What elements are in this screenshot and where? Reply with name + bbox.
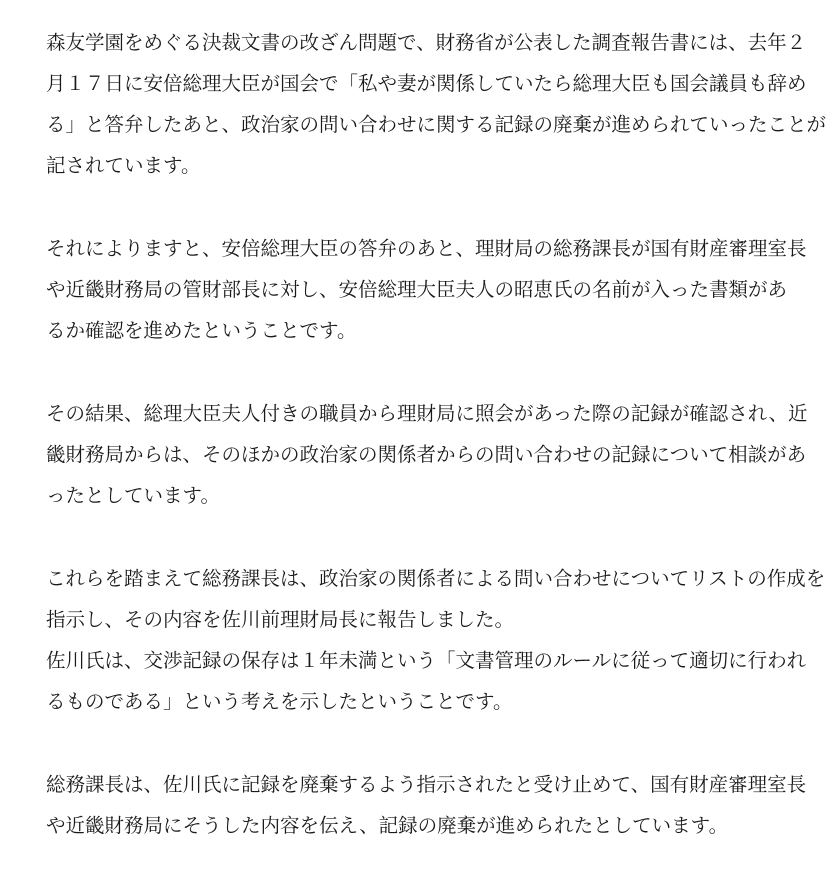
text-line: 総務課長は、佐川氏に記録を廃棄するよう指示されたと受け止めて、国有財産審理室長: [46, 773, 807, 796]
text-line: 指示し、その内容を佐川前理財局長に報告しました。: [46, 608, 515, 631]
text-line: 森友学園をめぐる決裁文書の改ざん問題で、財務省が公表した調査報告書には、去年２: [46, 31, 807, 54]
paragraph-4: [46, 558, 826, 722]
text-line: や近畿財務局にそうした内容を伝え、記録の廃棄が進められたとしています。: [46, 814, 729, 837]
text-line: その結果、総理大臣夫人付きの職員から理財局に照会があった際の記録が確認され、近: [46, 402, 808, 425]
text-line: 月１７日に安倍総理大臣が国会で「私や妻が関係していたら総理大臣も国会議員も辞め: [46, 72, 807, 95]
text-line: それによりますと、安倍総理大臣の答弁のあと、理財局の総務課長が国有財産審理室長: [46, 237, 807, 260]
text-line: や近畿財務局の管財部長に対し、安倍総理大臣夫人の昭恵氏の名前が入った書類があ: [46, 278, 788, 301]
paragraph-2: [46, 228, 814, 351]
text-line: るものである」という考えを示したということです。: [46, 690, 513, 713]
paragraph-1: [46, 22, 827, 186]
article-body: [46, 22, 827, 846]
text-line: るか確認を進めたということです。: [46, 319, 357, 342]
paragraph-3: [46, 393, 814, 516]
text-line: 佐川氏は、交渉記録の保存は１年未満という「文書管理のルールに従って適切に行われ: [46, 649, 807, 672]
text-line: 畿財務局からは、そのほかの政治家の関係者からの問い合わせの記録について相談があ: [46, 443, 807, 466]
text-line: 記されています。: [46, 154, 201, 177]
text-line: る」と答弁したあと、政治家の問い合わせに関する記録の廃棄が進められていったことが: [46, 113, 827, 136]
text-line: ったとしています。: [46, 484, 220, 507]
paragraph-5: [46, 764, 814, 846]
text-line: これらを踏まえて総務課長は、政治家の関係者による問い合わせについてリストの作成を: [46, 567, 826, 590]
